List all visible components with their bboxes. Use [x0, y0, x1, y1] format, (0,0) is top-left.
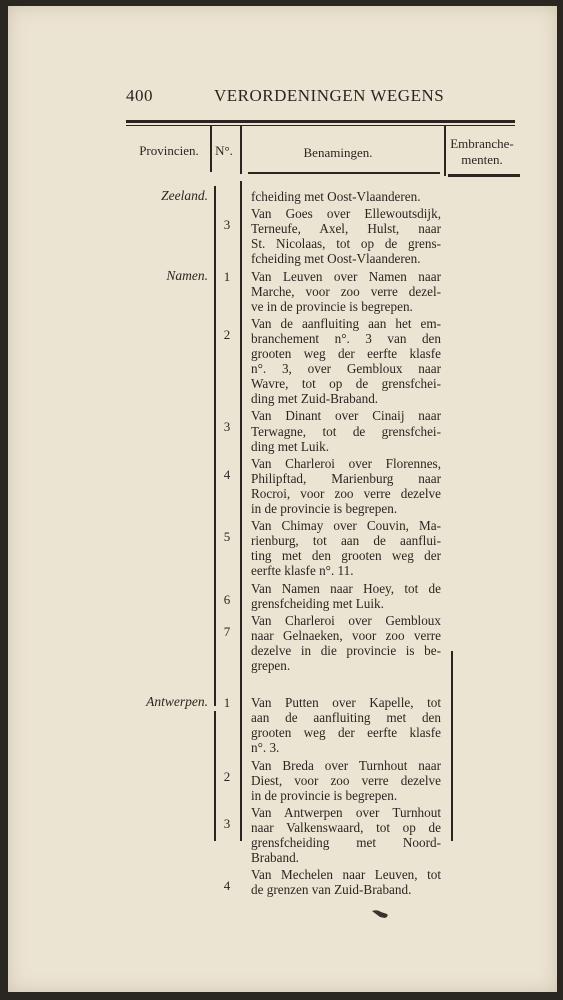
route-description-line: St. Nicolaas, tot op de grens-: [251, 236, 441, 252]
route-description-line: Van Dinant over Cinaij naar: [251, 408, 441, 424]
route-description-line: ding met Luik.: [251, 438, 330, 454]
route-description-line: ve in de provincie is begrepen.: [251, 298, 413, 314]
route-description-line: naar Valkenswaard, tot op de: [251, 819, 441, 835]
route-description-line: Van Charleroi over Florennes,: [251, 455, 441, 471]
column-header-branches-1: Embranche-: [450, 136, 514, 151]
page-header: [126, 86, 446, 112]
province-label: Zeeland.: [161, 188, 208, 203]
route-description-line: n°. 3.: [251, 740, 280, 756]
route-description-line: Van Antwerpen over Turnhout: [251, 804, 441, 820]
route-description-line: naar Gelnaeken, voor zoo verre: [251, 627, 441, 643]
route-description-line: Diest, voor zoo verre dezelve: [251, 772, 441, 788]
book-page: [8, 6, 557, 992]
route-description-line: branchement n°. 3 van den: [251, 330, 441, 346]
top-rule-thin: [126, 125, 515, 126]
route-description-line: Van Chimay over Couvin, Ma-: [251, 518, 441, 534]
route-description-line: grepen.: [251, 658, 291, 673]
route-description-line: ting met den grooten weg der: [251, 548, 441, 564]
route-description-line: Van Leuven over Namen naar: [251, 268, 441, 284]
column-divider-2-body: [240, 181, 242, 841]
route-description-line: Van de aanfluiting aan het em-: [251, 315, 441, 331]
route-description-line: Terneufe, Axel, Hulst, naar: [251, 221, 441, 237]
route-description-line: in de provincie is begrepen.: [251, 501, 398, 516]
province-label: Namen.: [166, 267, 208, 283]
column-header-branches-2: menten.: [461, 152, 503, 167]
route-description-line: Philipftad, Marienburg naar: [251, 470, 441, 486]
route-description-line: Van Charleroi over Gembloux: [251, 612, 441, 628]
column-divider-3-body: [451, 651, 453, 841]
route-description-line: dezelve in die provincie is be-: [251, 642, 441, 658]
route-description-line: grooten weg der eerfte klasfe: [251, 346, 441, 361]
route-description-line: fcheiding met Oost-Vlaanderen.: [251, 251, 421, 267]
route-description-line: rienburg, tot aan de aanflui-: [251, 533, 441, 549]
route-description-line: grooten weg der eerfte klasfe: [251, 725, 441, 741]
route-description-line: grensfcheiding met Luik.: [251, 595, 384, 611]
route-description-line: Braband.: [251, 850, 299, 866]
route-description-line: ding met Zuid-Braband.: [251, 391, 379, 407]
route-description-line: in de provincie is begrepen.: [251, 787, 398, 803]
route-description-line: de grenzen van Zuid-Braband.: [251, 882, 412, 898]
entry-number: 2: [223, 768, 231, 784]
column-header-number: N°.: [215, 143, 233, 158]
route-description-line: Van Breda over Turnhout naar: [251, 757, 441, 773]
top-rule: [126, 120, 515, 123]
route-description-line: Wavre, tot op de grensfchei-: [251, 376, 441, 392]
entry-number: 4: [223, 878, 231, 894]
header-rule: [248, 172, 440, 174]
entry-number: 2: [223, 326, 231, 342]
entry-number: 1: [223, 268, 231, 284]
entry-number: 3: [223, 419, 231, 435]
column-divider-2: [240, 126, 242, 174]
entry-number: 6: [223, 591, 231, 607]
entry-number: 3: [223, 217, 231, 233]
route-description-line: Terwagne, tot de grensfchei-: [251, 423, 441, 439]
route-description-line: Van Putten over Kapelle, tot: [251, 695, 441, 711]
route-description-line: grensfcheiding met Noord-: [251, 835, 441, 850]
route-description-line: aan de aanfluiting met den: [251, 710, 441, 726]
page-number: 400: [126, 86, 153, 105]
column-divider-1: [210, 126, 212, 172]
entry-number: 5: [223, 529, 231, 545]
header-rule-right: [448, 174, 520, 177]
entry-number: 3: [223, 815, 231, 831]
route-description-line: Van Mechelen naar Leuven, tot: [251, 867, 441, 883]
column-divider-3: [444, 126, 446, 176]
entry-number: 7: [223, 623, 231, 639]
ink-mark-icon: [371, 908, 391, 920]
province-label: Antwerpen.: [146, 694, 208, 710]
route-description-line: eerfte klasfe n°. 11.: [251, 563, 354, 579]
column-header-provinces: Provincien.: [139, 143, 199, 158]
running-title: VERORDENINGEN WEGENS: [214, 86, 445, 105]
entry-number: 1: [223, 695, 231, 711]
route-description-line: n°. 3, over Gembloux naar: [251, 361, 441, 377]
route-description-line: Marche, voor zoo verre dezel-: [251, 283, 441, 299]
route-description-line: Van Namen naar Hoey, tot de: [251, 580, 441, 596]
route-description-line: Van Goes over Ellewoutsdijk,: [251, 206, 441, 222]
route-description-line: fcheiding met Oost-Vlaanderen.: [251, 189, 421, 204]
entry-number: 4: [223, 466, 231, 482]
column-header-names: Benamingen.: [303, 145, 373, 160]
route-description-line: Rocroi, voor zoo verre dezelve: [251, 485, 441, 501]
